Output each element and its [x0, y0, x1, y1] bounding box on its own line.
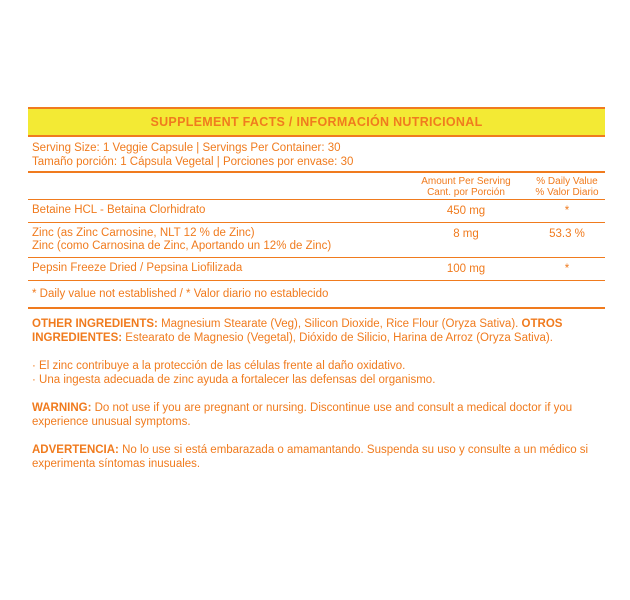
- note-line: · Una ingesta adecuada de zinc ayuda a fortalecer las defensas del organismo.: [32, 374, 436, 386]
- serving-info: [28, 137, 605, 173]
- ingredients-text-en: Magnesium Stearate (Veg), Silicon Dioxide, Rice Flour (Oryza Sativa).: [157, 318, 519, 330]
- note-line: · El zinc contribuye a la protección de las células frente al daño oxidativo.: [32, 360, 406, 372]
- ingredients-label-es: OTROS INGREDIENTES:: [32, 318, 563, 344]
- warning-body: Do not use if you are pregnant or nursing. Discontinue use and consult a medical doctor if you experience unusual symptoms.: [32, 402, 573, 428]
- warning-label: WARNING:: [32, 402, 92, 414]
- nutrient-name: Betaine HCL - Betaina Clorhidrato: [32, 204, 206, 216]
- nutrient-row-zinc: [28, 223, 605, 258]
- nutrient-amount: 8 mg: [453, 228, 479, 240]
- advertencia-text: [28, 443, 605, 471]
- nutrient-amount: 450 mg: [446, 205, 486, 217]
- nutrient-row-betaine: [28, 200, 605, 223]
- ingredients-text-es: Estearato de Magnesio (Vegetal), Dióxido de Silicio, Harina de Arroz (Oryza Sativa).: [122, 332, 553, 344]
- advertencia-label: ADVERTENCIA:: [32, 444, 119, 456]
- nutrient-name: Zinc (as Zinc Carnosine, NLT 12 % de Zinc) Zinc (como Carnosina de Zinc, Aportando un 12% de Zinc): [32, 227, 332, 252]
- column-headers: [28, 173, 605, 200]
- nutrient-amount: 100 mg: [446, 263, 486, 275]
- warning-text: [28, 401, 605, 429]
- nutrient-dv: *: [564, 263, 570, 275]
- other-ingredients: [28, 317, 605, 345]
- amount-header: Amount Per Serving Cant. por Porción: [421, 176, 511, 198]
- nutrient-name: Pepsin Freeze Dried / Pepsina Liofilizada: [32, 262, 243, 274]
- serving-size-en: Serving Size: 1 Veggie Capsule | Servings Per Container: 30: [32, 142, 341, 154]
- nutrient-row-pepsin: [28, 258, 605, 281]
- supplement-facts-panel: [28, 107, 605, 471]
- serving-size-es: Tamaño porción: 1 Cápsula Vegetal | Porciones por envase: 30: [32, 156, 354, 168]
- daily-value-header: % Daily Value % Valor Diario: [535, 176, 599, 198]
- nutrient-dv: 53.3 %: [549, 228, 585, 240]
- daily-value-footnote: * Daily value not established / * Valor diario no establecido: [28, 281, 605, 309]
- ingredients-label-en: OTHER INGREDIENTS:: [32, 318, 158, 330]
- zinc-notes: [28, 359, 605, 387]
- nutrient-dv: *: [564, 205, 570, 217]
- facts-title: SUPPLEMENT FACTS / INFORMACIÓN NUTRICIONAL: [28, 107, 605, 137]
- advertencia-body: No lo use si está embarazada o amamantando. Suspenda su uso y consulte a un médico si experimenta síntomas inusuales.: [32, 444, 589, 470]
